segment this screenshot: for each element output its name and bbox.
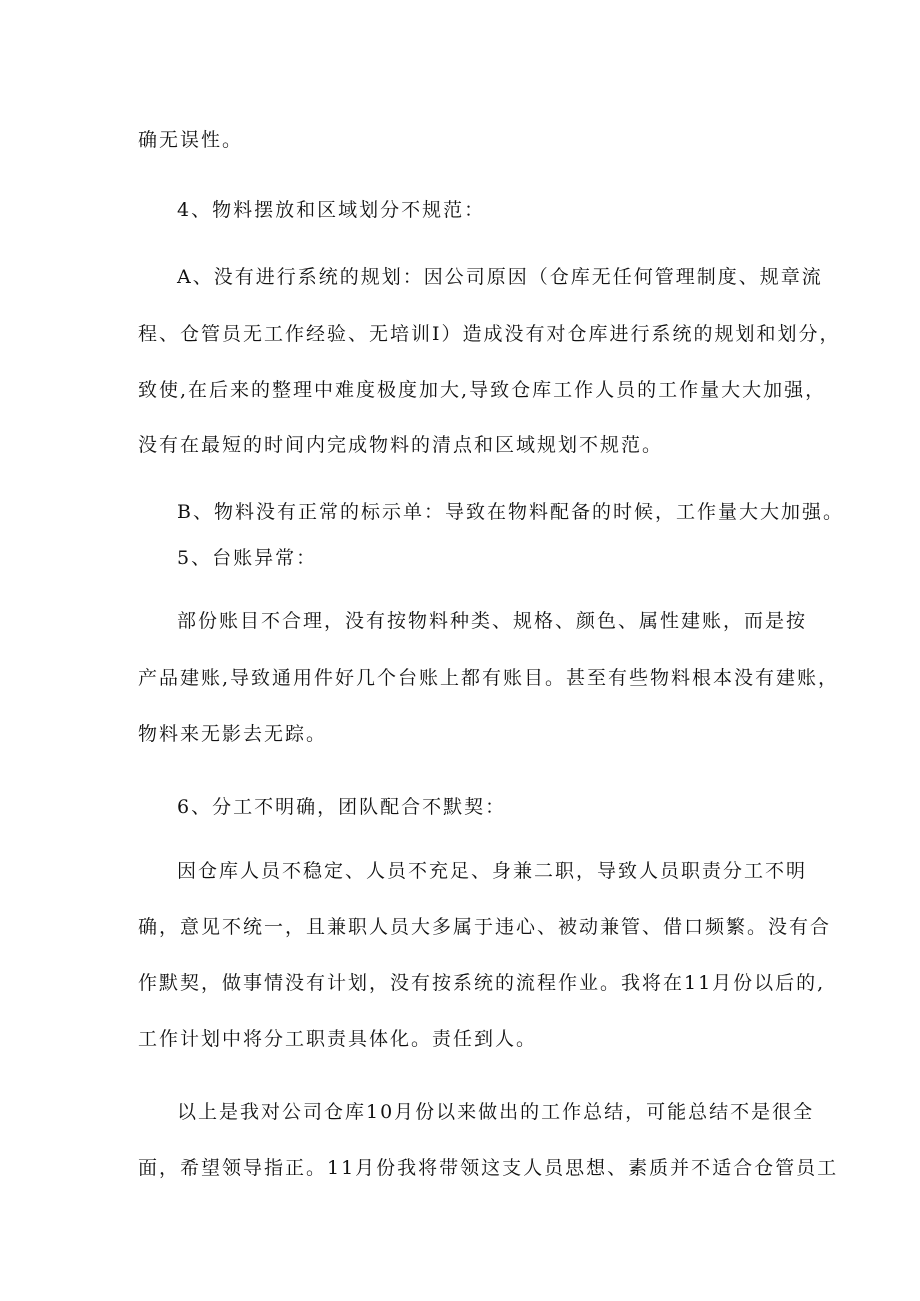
paragraph-line: A、没有进行系统的规划：因公司原因（仓库无任何管理制度、规章流 xyxy=(177,266,823,288)
section-heading: 4、物料摆放和区域划分不规范： xyxy=(177,199,486,221)
paragraph-line: 没有在最短的时间内完成物料的清点和区域规划不规范。 xyxy=(138,434,664,456)
paragraph-line: 确，意见不统一，且兼职人员大多属于违心、被动兼管、借口频繁。没有合 xyxy=(138,916,832,938)
section-heading: 6、分工不明确，团队配合不默契： xyxy=(177,796,507,818)
section-heading: 5、台账异常： xyxy=(177,547,318,569)
paragraph-line: 以上是我对公司仓库10月份以来做出的工作总结，可能总结不是很全 xyxy=(177,1101,815,1123)
paragraph-line: 产品建账,导致通用件好几个台账上都有账目。甚至有些物料根本没有建账， xyxy=(138,667,840,689)
paragraph-line: 作默契，做事情没有计划，没有按系统的流程作业。我将在11月份以后的, xyxy=(138,972,826,994)
paragraph-line: 工作计划中将分工职责具体化。责任到人。 xyxy=(138,1028,538,1050)
paragraph-line: 面，希望领导指正。11月份我将带领这支人员思想、素质并不适合仓管员工 xyxy=(138,1157,839,1179)
paragraph-line: 因仓库人员不稳定、人员不充足、身兼二职，导致人员职责分工不明 xyxy=(177,860,808,882)
paragraph-line: B、物料没有正常的标示单：导致在物料配备的时候，工作量大大加强。 xyxy=(177,501,844,523)
paragraph-line: 致使,在后来的整理中难度极度加大,导致仓库工作人员的工作量大大加强， xyxy=(138,379,827,401)
paragraph-line: 物料来无影去无踪。 xyxy=(138,723,328,745)
paragraph-line: 部份账目不合理，没有按物料种类、规格、颜色、属性建账，而是按 xyxy=(177,610,808,632)
paragraph-line: 程、仓管员无工作经验、无培训I）造成没有对仓库进行系统的规划和划分， xyxy=(138,323,841,345)
paragraph-line: 确无误性。 xyxy=(138,129,244,151)
